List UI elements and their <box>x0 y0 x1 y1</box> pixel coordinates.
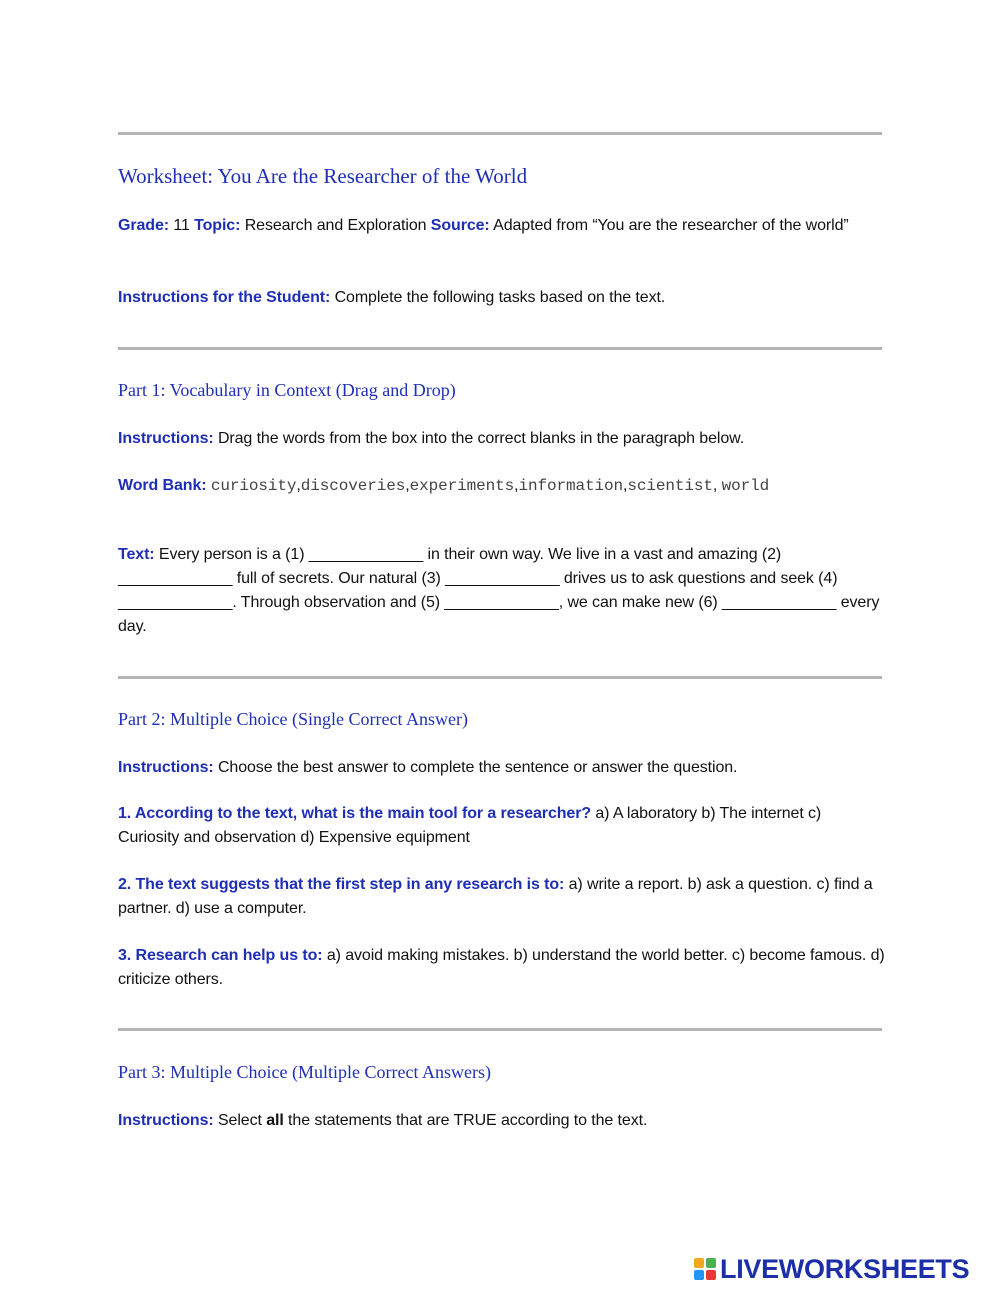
question-1 <box>118 802 886 850</box>
word-bank-word[interactable]: discoveries <box>300 477 406 495</box>
student-instructions-text: Complete the following tasks based on the text. <box>334 289 666 306</box>
logo-square <box>694 1258 704 1268</box>
grade-value: 11 <box>173 217 190 234</box>
liveworksheets-logo[interactable] <box>694 1254 969 1284</box>
instructions-text: Choose the best answer to complete the sentence or answer the question. <box>217 759 738 776</box>
question-text: 3. Research can help us to: <box>118 947 323 964</box>
instructions-label: Instructions: <box>118 430 214 447</box>
part1-heading: Part 1: Vocabulary in Context (Drag and Drop) <box>118 380 456 400</box>
question-options[interactable]: a) avoid making mistakes. b) understand the world better. c) become famous. d) criticize others. <box>118 947 885 988</box>
instructions-emphasis: all <box>266 1112 284 1129</box>
logo-mark-icon <box>694 1258 716 1280</box>
instructions-label: Instructions: <box>118 759 214 776</box>
source-label: Source: <box>430 217 490 234</box>
topic-value: Research and Exploration <box>244 217 427 234</box>
logo-square <box>706 1270 716 1280</box>
word-bank: Word Bank: curiosity,discoveries,experiments,information,scientist, world <box>118 477 770 495</box>
text-segment: every day. <box>118 594 880 635</box>
word-bank-word[interactable]: curiosity <box>210 477 297 495</box>
logo-square <box>694 1270 704 1280</box>
divider <box>118 347 882 350</box>
source-value: Adapted from “You are the researcher of the world” <box>493 217 849 234</box>
part3-heading: Part 3: Multiple Choice (Multiple Correct Answers) <box>118 1062 491 1082</box>
part3-instructions <box>118 1109 886 1133</box>
text-segment: full of secrets. Our natural (3) <box>236 570 441 587</box>
text-segment: . Through observation and (5) <box>232 594 440 611</box>
question-options[interactable]: a) A laboratory b) The internet c) Curiosity and observation d) Expensive equipment <box>118 805 822 846</box>
part1-instructions <box>118 427 886 451</box>
question-text: 1. According to the text, what is the main tool for a researcher? <box>118 805 592 822</box>
part2-instructions <box>118 756 886 780</box>
grade-label: Grade: <box>118 217 169 234</box>
text-segment: , we can make new (6) <box>558 594 718 611</box>
blank-1[interactable]: _____________ <box>308 546 424 563</box>
student-instructions-label: Instructions for the Student: <box>118 289 331 306</box>
divider <box>118 132 882 135</box>
blank-4[interactable]: _____________ <box>118 594 233 611</box>
logo-square <box>706 1258 716 1268</box>
word-bank-word[interactable]: information <box>518 477 624 495</box>
word-bank-word[interactable]: scientist <box>627 477 713 495</box>
word-bank-word[interactable]: world <box>721 477 770 495</box>
word-bank-label: Word Bank: <box>118 477 207 494</box>
divider <box>118 676 882 679</box>
instructions-text: Drag the words from the box into the correct blanks in the paragraph below. <box>217 430 745 447</box>
instructions-text: Select <box>217 1112 262 1129</box>
divider <box>118 1028 882 1031</box>
question-text: 2. The text suggests that the first step in any research is to: <box>118 876 565 893</box>
worksheet-meta <box>118 214 886 238</box>
text-segment: in their own way. We live in a vast and amazing (2) <box>427 546 782 563</box>
student-instructions <box>118 286 886 310</box>
topic-label: Topic: <box>194 217 241 234</box>
blank-6[interactable]: _____________ <box>721 594 837 611</box>
logo-text: LIVEWORKSHEETS <box>720 1253 970 1284</box>
instructions-text: the statements that are TRUE according to the text. <box>288 1112 648 1129</box>
question-2 <box>118 873 886 921</box>
question-options[interactable]: a) write a report. b) ask a question. c) find a partner. d) use a computer. <box>118 876 873 917</box>
text-label: Text: <box>118 546 155 563</box>
worksheet-title: Worksheet: You Are the Researcher of the World <box>118 164 528 188</box>
blank-3[interactable]: _____________ <box>445 570 560 587</box>
instructions-label: Instructions: <box>118 1112 214 1129</box>
blank-5[interactable]: _____________ <box>444 594 559 611</box>
text-segment: drives us to ask questions and seek (4) <box>563 570 838 587</box>
part1-text <box>118 543 886 639</box>
question-3 <box>118 944 886 992</box>
word-bank-word[interactable]: experiments <box>409 477 515 495</box>
blank-2[interactable]: _____________ <box>118 570 233 587</box>
part2-heading: Part 2: Multiple Choice (Single Correct Answer) <box>118 709 468 729</box>
text-segment: Every person is a (1) <box>158 546 305 563</box>
